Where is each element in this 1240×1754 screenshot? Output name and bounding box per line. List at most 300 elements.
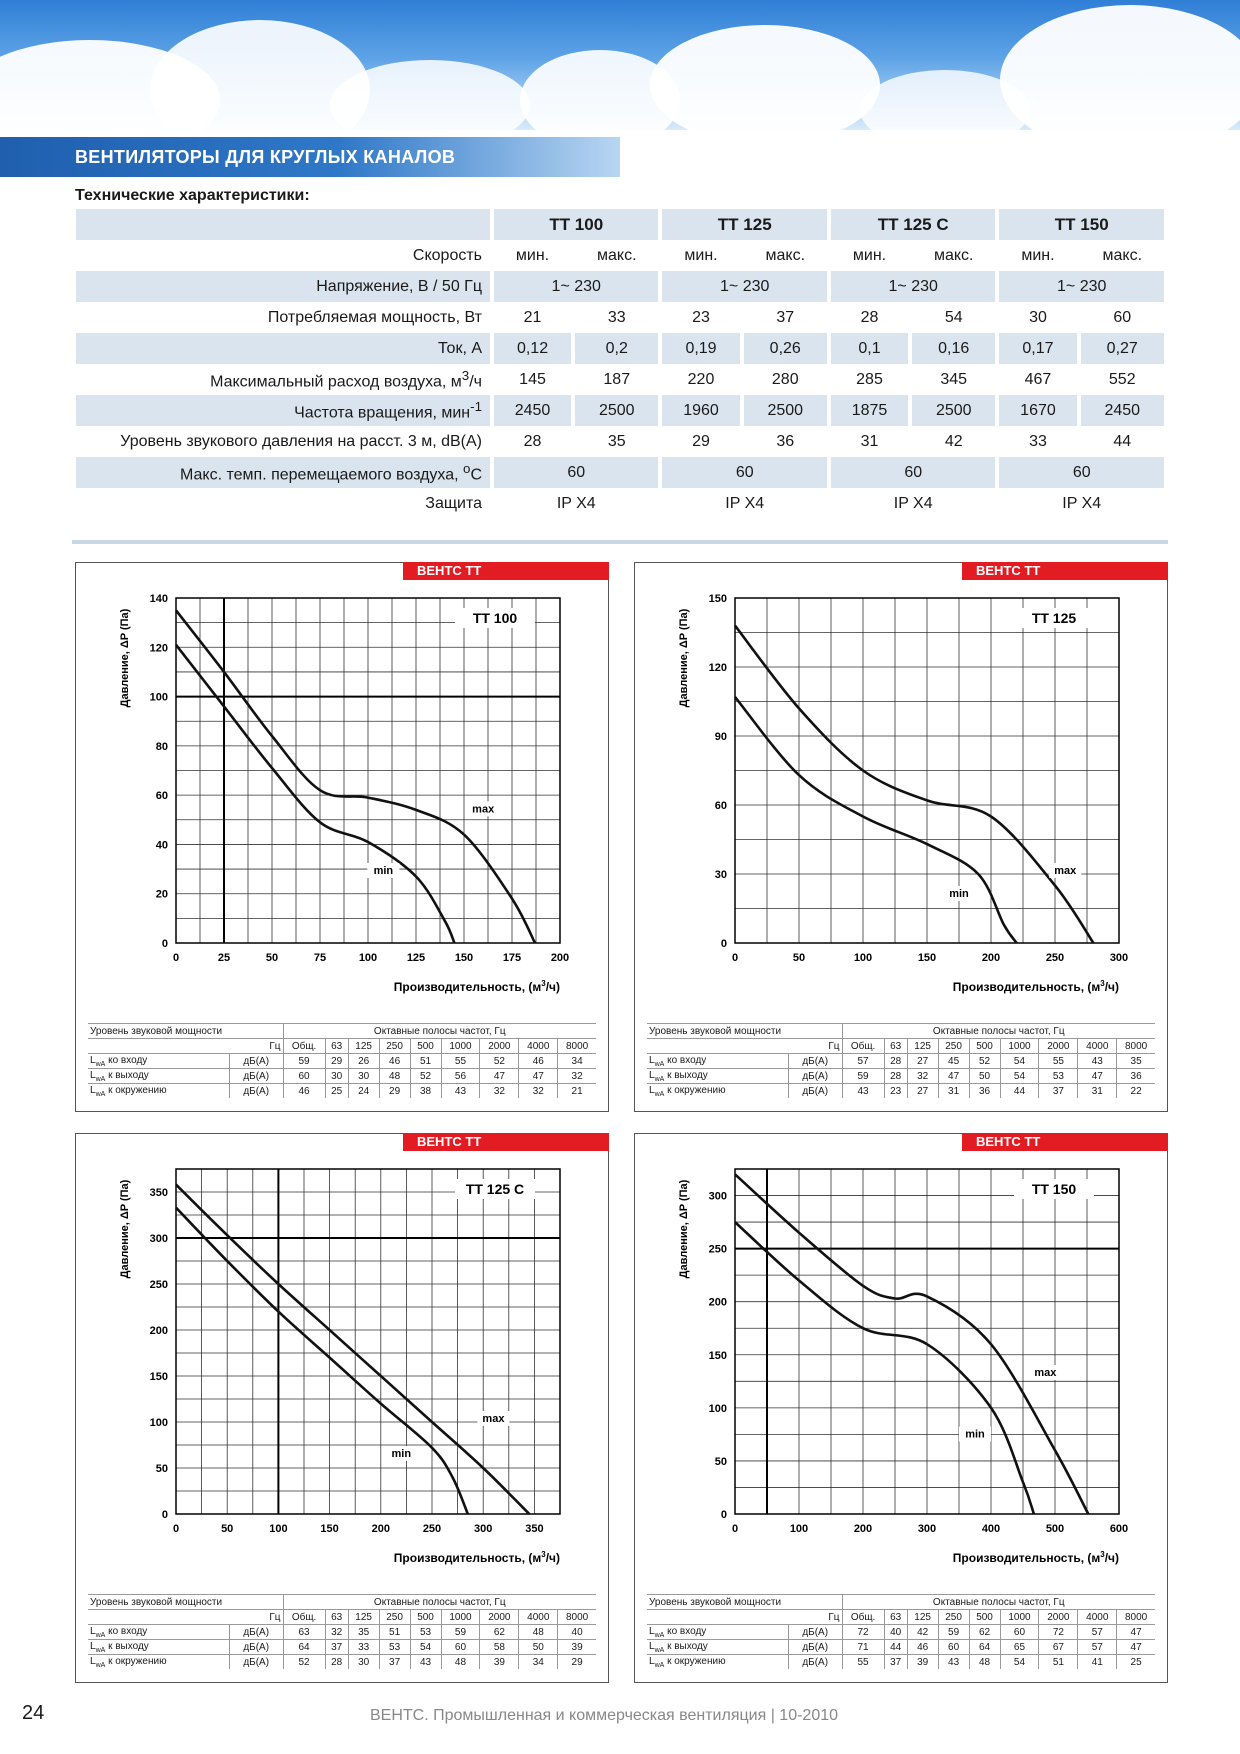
sound-band-header: 4000 — [1078, 1610, 1117, 1625]
y-axis-label: Давление, ΔP (Па) — [119, 1179, 131, 1279]
spec-value: 29 — [692, 432, 710, 450]
spec-value: IP X4 — [1062, 494, 1102, 512]
chart-title: TT 100 — [472, 610, 518, 626]
sound-value: 32 — [480, 1084, 519, 1099]
curve-label-max: max — [482, 1413, 505, 1425]
sound-value: 26 — [348, 1054, 379, 1069]
sound-value: 47 — [1117, 1640, 1155, 1655]
sound-value: 48 — [379, 1069, 410, 1084]
spec-row-power — [76, 302, 1164, 333]
x-tick-label: 50 — [265, 952, 279, 964]
sound-value: 22 — [1117, 1084, 1155, 1099]
sound-row-label — [647, 1655, 788, 1670]
sound-value: 42 — [907, 1625, 938, 1640]
sound-value: 29 — [325, 1054, 348, 1069]
y-tick-label: 80 — [155, 740, 168, 753]
x-tick-label: 200 — [371, 1523, 390, 1535]
spec-value: IP X4 — [893, 494, 933, 512]
y-tick-label: 300 — [149, 1233, 168, 1245]
sound-value: 38 — [410, 1084, 441, 1099]
sound-band-header: 500 — [969, 1610, 1000, 1625]
sound-row-symbol: L — [90, 1069, 96, 1081]
sound-value: 51 — [379, 1625, 410, 1640]
sound-row-label — [647, 1625, 788, 1640]
sound-value: 50 — [969, 1069, 1000, 1084]
model-header: TT 100 — [494, 209, 658, 240]
brand-tag: ВЕНТС ТТ — [403, 1133, 609, 1151]
y-tick-label: 0 — [161, 1509, 168, 1521]
sound-value: 60 — [283, 1069, 325, 1084]
sound-value: 37 — [884, 1655, 907, 1670]
x-axis-label — [953, 979, 1119, 994]
chart-svg — [76, 1134, 608, 1584]
spec-label — [76, 395, 490, 426]
y-tick-label: 200 — [149, 1325, 168, 1337]
x-tick-label: 125 — [406, 952, 426, 964]
series-line-min — [735, 1222, 1034, 1514]
sound-row-unit: дБ(А) — [229, 1084, 283, 1099]
x-axis-label — [953, 1550, 1119, 1565]
sound-row-label — [88, 1069, 229, 1084]
x-axis-label-tail: /ч) — [545, 1551, 560, 1565]
sound-band-header: 125 — [907, 1610, 938, 1625]
speed-max: макс. — [933, 246, 974, 264]
sound-blank — [88, 1610, 229, 1625]
sound-value: 28 — [325, 1655, 348, 1670]
curve-label-min: min — [373, 865, 394, 877]
x-axis-label-text: Производительность, (м — [393, 980, 542, 994]
sound-row-text: ко входу — [664, 1054, 707, 1066]
spec-value: 0,17 — [999, 333, 1076, 364]
spec-value: 2500 — [744, 395, 827, 426]
spec-value: 345 — [940, 370, 968, 388]
y-axis-label: Давление, ΔP (Па) — [678, 1179, 690, 1279]
sound-row-unit: дБ(А) — [788, 1054, 842, 1069]
spec-label: Уровень звукового давления на расст. 3 м, dB(A) — [120, 432, 482, 450]
sound-row-unit: дБ(А) — [788, 1625, 842, 1640]
sound-row-sub: wA — [654, 1631, 665, 1639]
sound-row-text: ко входу — [664, 1625, 707, 1637]
x-tick-label: 75 — [313, 952, 327, 964]
sound-bands-title: Октавные полосы частот, Гц — [842, 1595, 1155, 1610]
sound-value: 60 — [441, 1640, 480, 1655]
sound-hz: Гц — [229, 1610, 283, 1625]
spec-value: 145 — [519, 370, 546, 388]
sound-value: 72 — [1039, 1625, 1078, 1640]
x-tick-label: 100 — [269, 1523, 288, 1535]
sound-value: 39 — [558, 1640, 596, 1655]
x-tick-label: 50 — [221, 1523, 234, 1535]
sound-value: 25 — [1117, 1655, 1155, 1670]
sound-row-label — [88, 1054, 229, 1069]
x-axis-label-sup: 3 — [1100, 979, 1105, 988]
series-line-min — [176, 645, 454, 943]
sound-row-symbol: L — [649, 1655, 655, 1667]
sound-band-header: 1000 — [1000, 1610, 1039, 1625]
sound-row-symbol: L — [649, 1625, 655, 1637]
y-tick-label: 150 — [708, 1349, 727, 1362]
sound-value: 27 — [907, 1084, 938, 1099]
sound-value: 46 — [283, 1084, 325, 1099]
sound-value: 54 — [1000, 1655, 1039, 1670]
chart-title: TT 125 C — [465, 1181, 525, 1197]
x-tick-label: 50 — [792, 952, 806, 964]
spec-label: Ток, А — [76, 333, 490, 364]
sound-band-header: 500 — [969, 1039, 1000, 1054]
sound-header-row — [88, 1610, 596, 1625]
sound-row-symbol: L — [90, 1625, 96, 1637]
sound-band-header: 125 — [907, 1039, 938, 1054]
sound-row-unit: дБ(А) — [788, 1084, 842, 1099]
spec-value: 36 — [776, 432, 795, 450]
sound-value: 43 — [441, 1084, 480, 1099]
sound-value: 67 — [1039, 1640, 1078, 1655]
sound-value: 59 — [938, 1625, 969, 1640]
sound-row-symbol: L — [90, 1640, 96, 1652]
speed-min: мин. — [1021, 246, 1055, 264]
sound-value: 39 — [907, 1655, 938, 1670]
sound-value: 35 — [348, 1625, 379, 1640]
chart-title: TT 125 — [1031, 610, 1077, 626]
sound-value: 30 — [325, 1069, 348, 1084]
x-tick-label: 350 — [525, 1523, 544, 1535]
sound-power-table — [88, 1594, 596, 1669]
x-axis-label-tail: /ч) — [545, 980, 560, 994]
sound-band-header: 4000 — [1078, 1039, 1117, 1054]
spec-value: 23 — [692, 308, 710, 326]
sound-hz: Гц — [788, 1039, 842, 1054]
model-header: TT 125 C — [831, 209, 995, 240]
spec-value: 37 — [776, 308, 795, 326]
y-tick-label: 100 — [149, 1417, 168, 1429]
y-tick-label: 60 — [155, 790, 168, 803]
y-tick-label: 100 — [708, 1402, 727, 1415]
sound-row-label — [647, 1054, 788, 1069]
sound-value: 48 — [519, 1625, 558, 1640]
spec-value: 2500 — [575, 395, 658, 426]
curve-label-min: min — [391, 1447, 412, 1460]
series-line-max — [735, 626, 1093, 943]
sound-value: 43 — [1078, 1054, 1117, 1069]
sound-value: 52 — [480, 1054, 519, 1069]
sound-value: 55 — [842, 1655, 884, 1670]
x-tick-label: 100 — [789, 1523, 809, 1535]
spec-label-text: Максимальный расход воздуха, м — [210, 373, 462, 391]
sound-value: 30 — [348, 1655, 379, 1670]
y-axis-label: Давление, ΔP (Па) — [119, 608, 131, 708]
sound-value: 34 — [519, 1655, 558, 1670]
x-tick-label: 100 — [853, 952, 873, 964]
spec-value: 2500 — [912, 395, 995, 426]
sound-table-title: Уровень звуковой мощности — [647, 1024, 842, 1039]
spec-value: 0,26 — [744, 333, 827, 364]
speed-min: мин. — [515, 246, 550, 264]
sound-value: 50 — [519, 1640, 558, 1655]
sound-value: 53 — [379, 1640, 410, 1655]
sound-value: 41 — [1078, 1655, 1117, 1670]
sound-value: 62 — [969, 1625, 1000, 1640]
sound-row-label — [88, 1640, 229, 1655]
sound-value: 59 — [441, 1625, 480, 1640]
sound-row-text: к окружению — [105, 1655, 167, 1667]
sound-row-text: к выходу — [105, 1069, 149, 1081]
spec-value: 2450 — [1081, 395, 1165, 426]
section-title: ВЕНТИЛЯТОРЫ ДЛЯ КРУГЛЫХ КАНАЛОВ — [75, 147, 456, 167]
sound-value: 29 — [379, 1084, 410, 1099]
sound-band-header: 250 — [938, 1610, 969, 1625]
sound-row-text: к выходу — [105, 1640, 149, 1652]
spec-value: 30 — [1029, 308, 1047, 326]
spec-label: Потребляемая мощность, Вт — [267, 308, 482, 326]
sound-power-table — [647, 1023, 1155, 1098]
x-tick-label: 200 — [550, 952, 570, 964]
sound-power-table — [647, 1594, 1155, 1669]
sound-value: 45 — [938, 1054, 969, 1069]
sound-value: 37 — [379, 1655, 410, 1670]
sound-band-header: 63 — [325, 1039, 348, 1054]
sound-value: 35 — [1117, 1054, 1155, 1069]
x-tick-label: 0 — [731, 952, 739, 964]
speed-max: макс. — [1102, 246, 1143, 264]
y-tick-label: 30 — [714, 869, 727, 881]
sound-band-header: 1000 — [441, 1039, 480, 1054]
sound-value: 40 — [884, 1625, 907, 1640]
sound-value: 24 — [348, 1084, 379, 1099]
sound-band-header: 63 — [884, 1039, 907, 1054]
sound-band-header: 4000 — [519, 1039, 558, 1054]
sound-band-header: 1000 — [1000, 1039, 1039, 1054]
sound-value: 32 — [558, 1069, 596, 1084]
spec-value: 0,16 — [912, 333, 995, 364]
sound-value: 63 — [283, 1625, 325, 1640]
sound-value: 27 — [907, 1054, 938, 1069]
sound-title-row — [647, 1024, 1155, 1039]
spec-label: Защита — [425, 494, 482, 512]
series-line-min — [735, 697, 1017, 943]
spec-value: 21 — [523, 308, 542, 326]
sound-row — [88, 1054, 596, 1069]
sound-value: 25 — [325, 1084, 348, 1099]
spec-label: Скорость — [412, 246, 482, 264]
sound-band-header: 2000 — [1039, 1039, 1078, 1054]
y-tick-label: 250 — [149, 1279, 168, 1291]
sound-value: 56 — [441, 1069, 480, 1084]
x-tick-label: 0 — [731, 1523, 739, 1535]
spec-value: 60 — [831, 457, 995, 488]
sound-row-label — [88, 1625, 229, 1640]
sound-value: 23 — [884, 1084, 907, 1099]
sound-row — [647, 1640, 1155, 1655]
sound-power-table — [88, 1023, 596, 1098]
sound-value: 62 — [480, 1625, 519, 1640]
x-tick-label: 175 — [502, 952, 522, 964]
sound-row-text: к выходу — [664, 1640, 708, 1652]
x-axis-label-text: Производительность, (м — [952, 1551, 1101, 1565]
spec-row-noise — [76, 426, 1164, 457]
y-tick-label: 250 — [708, 1243, 727, 1256]
sound-row-text: к окружению — [105, 1084, 167, 1096]
y-tick-label: 20 — [155, 888, 168, 901]
x-axis-label-text: Производительность, (м — [952, 980, 1101, 994]
sound-title-row — [88, 1024, 596, 1039]
spec-label: Напряжение, В / 50 Гц — [76, 271, 490, 302]
sound-band-header: 125 — [348, 1039, 379, 1054]
sound-band-header: 63 — [884, 1610, 907, 1625]
spec-table-rule — [72, 540, 1168, 544]
footer-text: ВЕНТС. Промышленная и коммерческая вентиляция | 10-2010 — [370, 1707, 839, 1724]
x-axis-label-sup: 3 — [541, 979, 546, 988]
sound-value: 58 — [480, 1640, 519, 1655]
spec-value: 0,12 — [494, 333, 571, 364]
y-tick-label: 120 — [708, 662, 727, 674]
sound-row-unit: дБ(А) — [229, 1640, 283, 1655]
sound-row-sub: wA — [654, 1646, 665, 1654]
sound-band-header: 8000 — [1117, 1039, 1155, 1054]
sound-value: 31 — [938, 1084, 969, 1099]
spec-row-rpm — [76, 395, 1164, 426]
spec-value: IP X4 — [556, 494, 596, 512]
sound-row-sub: wA — [95, 1090, 106, 1098]
spec-value: 28 — [860, 308, 879, 326]
spec-label-text: Частота вращения, мин — [294, 404, 471, 422]
sound-blank — [88, 1039, 229, 1054]
sound-band-header: 250 — [938, 1039, 969, 1054]
y-tick-label: 120 — [149, 642, 168, 655]
sound-row-text: к окружению — [664, 1655, 726, 1667]
sound-value: 57 — [1078, 1625, 1117, 1640]
sound-value: 43 — [842, 1084, 884, 1099]
x-axis-label-tail: /ч) — [1104, 1551, 1119, 1565]
sound-value: 40 — [558, 1625, 596, 1640]
y-tick-label: 0 — [720, 938, 727, 950]
sound-band-header: 250 — [379, 1039, 410, 1054]
curve-label-min: min — [949, 888, 969, 900]
sound-row-unit: дБ(А) — [788, 1069, 842, 1084]
speed-min: мин. — [852, 246, 887, 264]
x-tick-label: 200 — [853, 1523, 873, 1535]
sound-value: 51 — [1039, 1655, 1078, 1670]
spec-row-protection — [76, 488, 1164, 519]
sound-header-row — [88, 1039, 596, 1054]
sound-row-label — [88, 1655, 229, 1670]
sound-total-header: Общ. — [842, 1610, 884, 1625]
sound-row-sub: wA — [95, 1060, 106, 1068]
sound-value: 51 — [410, 1054, 441, 1069]
sound-value: 36 — [1117, 1069, 1155, 1084]
x-axis-label-text: Производительность, (м — [393, 1551, 542, 1565]
y-tick-label: 90 — [714, 731, 727, 743]
spec-value: 1~ 230 — [494, 271, 658, 302]
sound-blank — [647, 1039, 788, 1054]
sound-total-header: Общ. — [283, 1039, 325, 1054]
chart-panel-tt100 — [75, 562, 609, 1112]
y-tick-label: 50 — [714, 1455, 727, 1468]
spec-value: 60 — [494, 457, 658, 488]
sound-row — [88, 1655, 596, 1670]
spec-value: 1670 — [999, 395, 1076, 426]
curve-label-max: max — [1034, 1367, 1057, 1379]
sound-row-unit: дБ(А) — [229, 1069, 283, 1084]
spec-label — [76, 364, 490, 395]
spec-value: 42 — [944, 432, 963, 450]
unit-sup: 3 — [461, 367, 470, 383]
sound-band-header: 1000 — [441, 1610, 480, 1625]
sound-row-label — [647, 1084, 788, 1099]
sound-value: 46 — [379, 1054, 410, 1069]
sound-value: 60 — [938, 1640, 969, 1655]
sound-value: 52 — [410, 1069, 441, 1084]
sound-value: 39 — [480, 1655, 519, 1670]
speed-max: макс. — [765, 246, 806, 264]
sound-row-text: к выходу — [664, 1069, 708, 1081]
sound-row-text: к окружению — [664, 1084, 726, 1096]
x-tick-label: 100 — [358, 952, 378, 964]
sound-band-header: 63 — [325, 1610, 348, 1625]
speed-max: макс. — [597, 246, 637, 264]
sound-row-sub: wA — [95, 1661, 106, 1669]
sound-value: 55 — [441, 1054, 480, 1069]
x-tick-label: 300 — [1109, 952, 1129, 964]
chart-svg — [635, 563, 1167, 1013]
sound-value: 43 — [938, 1655, 969, 1670]
sound-bands-title: Октавные полосы частот, Гц — [842, 1024, 1155, 1039]
chart-panel-tt125 — [634, 562, 1168, 1112]
y-tick-label: 140 — [149, 593, 168, 605]
sound-value: 36 — [969, 1084, 1000, 1099]
spec-row-airflow — [76, 364, 1164, 395]
spec-row-speed — [76, 240, 1164, 271]
spec-value: 0,19 — [662, 333, 739, 364]
sound-row-symbol: L — [90, 1655, 96, 1667]
sound-row-sub: wA — [654, 1090, 665, 1098]
spec-value: IP X4 — [725, 494, 765, 512]
spec-value: 0,2 — [575, 333, 658, 364]
spec-value: 280 — [771, 370, 799, 388]
spec-value: 1~ 230 — [662, 271, 826, 302]
brand-tag: ВЕНТС ТТ — [403, 562, 609, 580]
sound-row — [88, 1069, 596, 1084]
sound-row-sub: wA — [95, 1075, 106, 1083]
page-number: 24 — [22, 1702, 45, 1724]
sound-value: 21 — [558, 1084, 596, 1099]
sound-value: 31 — [1078, 1084, 1117, 1099]
spec-value: 60 — [1113, 308, 1132, 326]
sound-value: 48 — [969, 1655, 1000, 1670]
sound-row-label — [647, 1069, 788, 1084]
spec-value: 1875 — [831, 395, 908, 426]
sound-band-header: 8000 — [558, 1039, 596, 1054]
sound-value: 53 — [410, 1625, 441, 1640]
x-axis-label-sup: 3 — [1100, 1550, 1105, 1559]
sound-hz: Гц — [788, 1610, 842, 1625]
curve-label-max: max — [472, 803, 495, 816]
series-line-max — [735, 1174, 1088, 1514]
spec-value: 0,27 — [1081, 333, 1165, 364]
sound-value: 64 — [969, 1640, 1000, 1655]
y-tick-label: 50 — [155, 1463, 168, 1475]
sound-row — [88, 1625, 596, 1640]
y-tick-label: 0 — [720, 1509, 727, 1521]
sound-row — [88, 1640, 596, 1655]
spec-value: 285 — [856, 370, 883, 388]
x-tick-label: 150 — [917, 952, 937, 964]
sound-row-symbol: L — [649, 1054, 655, 1066]
sound-band-header: 8000 — [558, 1610, 596, 1625]
sound-row-symbol: L — [90, 1084, 96, 1096]
x-tick-label: 250 — [422, 1523, 442, 1535]
sound-value: 57 — [1078, 1640, 1117, 1655]
sound-value: 32 — [907, 1069, 938, 1084]
